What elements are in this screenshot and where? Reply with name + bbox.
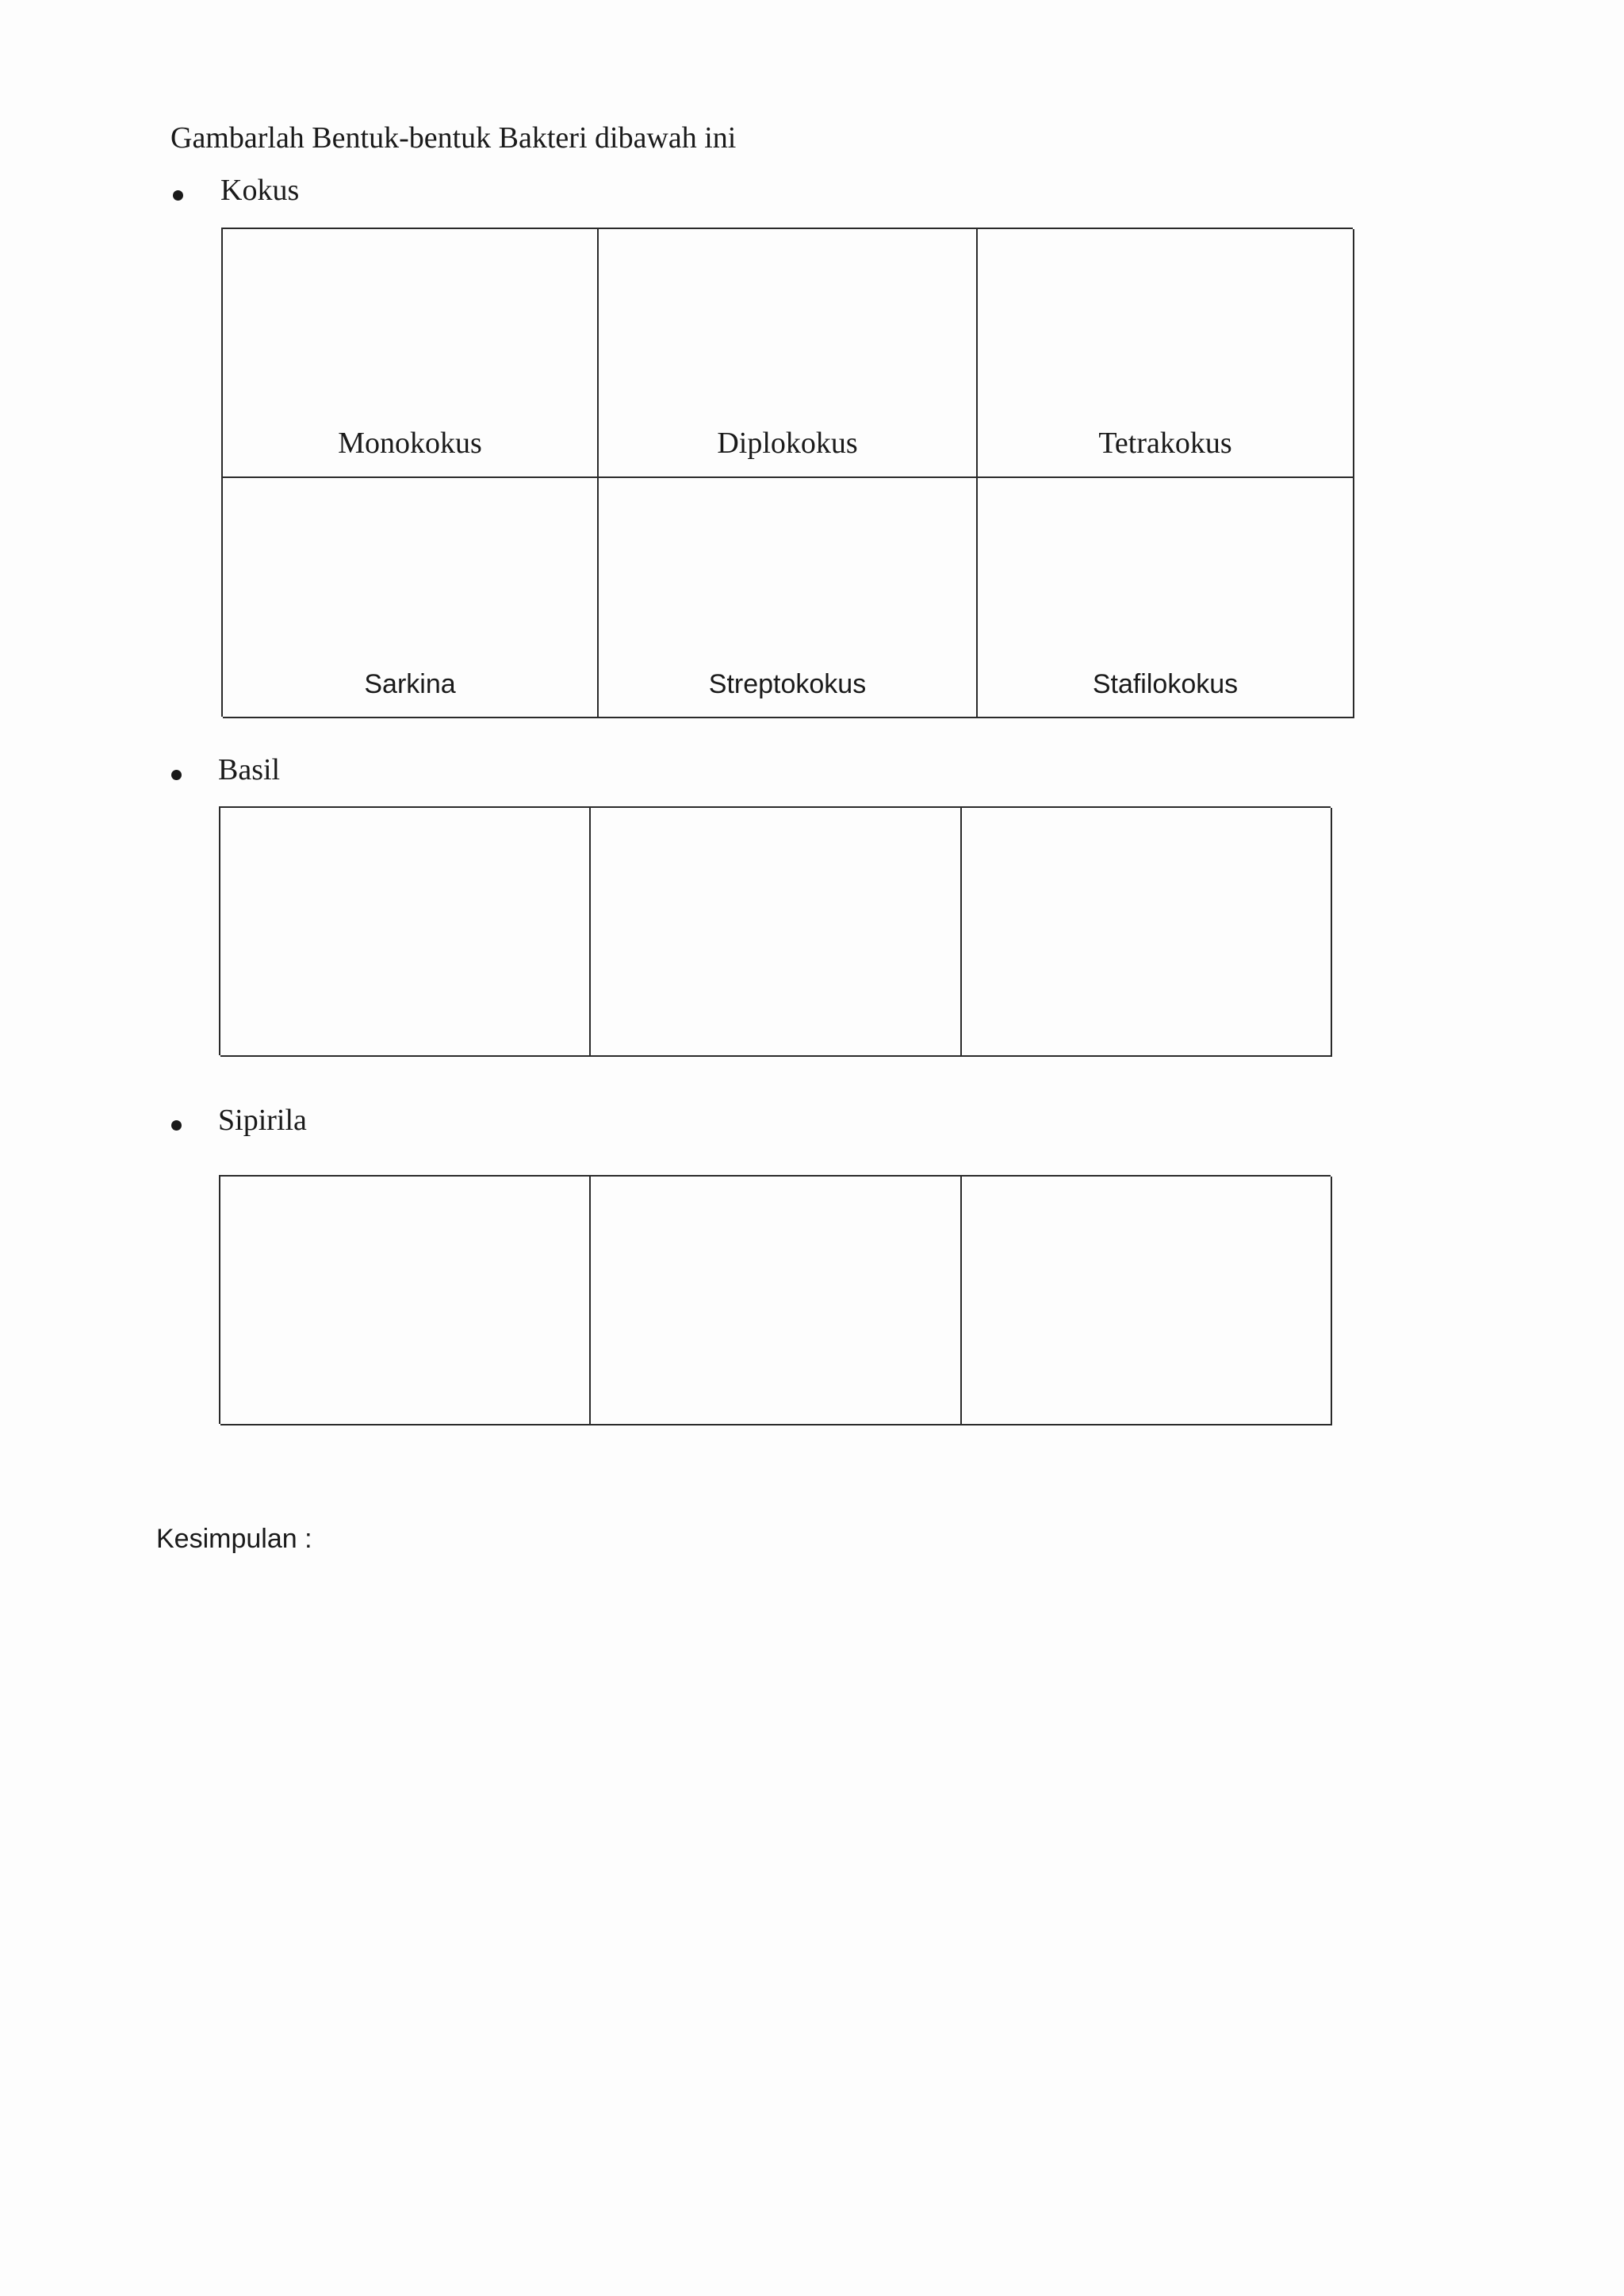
cell-label-tetrakokus: Tetrakokus [1098,427,1232,460]
section-heading-kokus: Kokus [220,174,300,207]
bullet-sipirila [171,1120,182,1131]
cell-label-monokokus: Monokokus [338,427,482,460]
section-heading-basil: Basil [218,753,281,786]
drawing-cell-diplokokus[interactable] [599,229,978,478]
cell-label-diplokokus: Diplokokus [717,427,858,460]
drawing-cell-basil-3[interactable] [962,808,1332,1057]
bullet-basil [171,770,182,780]
section-heading-sipirila: Sipirila [218,1104,307,1137]
drawing-cell-sipirila-3[interactable] [962,1177,1332,1425]
drawing-cell-basil-2[interactable] [591,808,962,1057]
kokus-drawing-table [221,228,1353,717]
cell-label-streptokokus: Streptokokus [708,669,867,699]
instruction-text: Gambarlah Bentuk-bentuk Bakteri dibawah ini [170,121,737,155]
bullet-kokus [173,190,183,201]
drawing-cell-sarkina[interactable] [223,478,599,718]
cell-label-stafilokokus: Stafilokokus [1092,669,1239,699]
drawing-cell-sipirila-1[interactable] [220,1177,591,1425]
drawing-cell-stafilokokus[interactable] [978,478,1354,718]
cell-label-sarkina: Sarkina [364,669,456,699]
drawing-cell-basil-1[interactable] [220,808,591,1057]
drawing-cell-sipirila-2[interactable] [591,1177,962,1425]
drawing-cell-streptokokus[interactable] [599,478,978,718]
conclusion-label: Kesimpulan : [156,1524,312,1554]
drawing-cell-monokokus[interactable] [223,229,599,478]
drawing-cell-tetrakokus[interactable] [978,229,1354,478]
basil-drawing-table [219,806,1331,1055]
sipirila-drawing-table [219,1175,1331,1424]
